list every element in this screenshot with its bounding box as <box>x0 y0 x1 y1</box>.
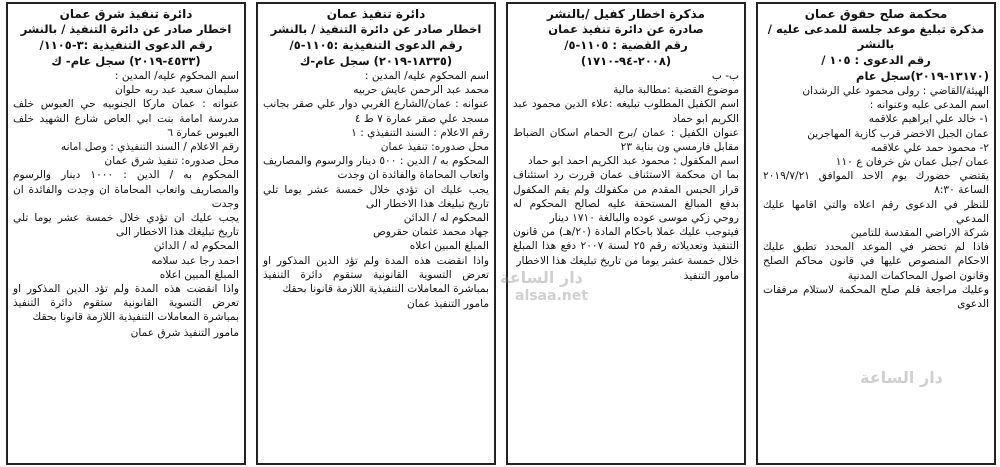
notice-line: يجب عليك ان تؤدي خلال خمسة عشر يوما تلي تاريخ تبليغك هذا الاخطار الى <box>13 212 239 239</box>
notice-court-hearing <box>756 2 996 465</box>
notice-line: عنوانه : عمان/الشارع الغربي دوار علي صقر بجانب مسجد علي صقر عمارة ٧ ط ٤ <box>263 98 489 125</box>
notice-line: جهاد محمد عثمان حقروص <box>372 226 489 239</box>
watermark-text: دار الساعة <box>860 368 943 387</box>
notice-signature: مامور التنفيذ عمان <box>406 298 489 311</box>
notice-line: عمان الجبل الاخضر قرب كازية المهاجرين <box>807 127 989 140</box>
notice-line: اسم المحكوم عليه/ المدين : <box>114 70 239 82</box>
notice-execution-amman <box>256 2 496 465</box>
notice-line: فاذا لم تحضر في الموعد المحدد تطبق عليك الاحكام المنصوص عليها في قانون محاكم الصلح وقانون اصول المحاكمات المدنية <box>763 241 989 282</box>
notice-line: يجب عليك ان تؤدي خلال خمسة عشر يوما تلي تاريخ تبليغك هذا الاخطار الى <box>263 183 489 210</box>
notice-line: محل صدوره: تنفيذ عمان <box>380 141 489 154</box>
case-number: رقم الدعوى التنفيذية :٣-١١٠٥/ <box>39 38 213 52</box>
notice-line: اسم المدعى عليه وعنوانه : <box>869 99 989 112</box>
notice-line: رقم الاعلام / السند التنفيذي : وصل امانه <box>60 141 239 154</box>
notice-line: للنظر في الدعوى رقم اعلاه والتي اقامها عليك المدعي <box>763 198 989 225</box>
notice-line: محل صدوره: تنفيذ شرق عمان <box>104 155 239 168</box>
notice-line: اسم المحكوم عليه/ المدين : <box>364 70 489 82</box>
notice-line: المحكوم له / الدائن <box>153 240 239 253</box>
notice-line: ١- خالد علي ابراهيم علاقمه <box>868 113 989 126</box>
notice-line: المبلغ المبين اعلاه <box>159 268 239 281</box>
watermark-text: دار الساعة <box>500 268 583 287</box>
notice-signature: مامور التنفيذ شرق عمان <box>130 326 239 339</box>
notice-guarantor <box>506 2 746 465</box>
case-number: رقم الدعوى : ١٠٥ / <box>821 53 931 67</box>
notice-header: دائرة تنفيذ شرق عمان <box>59 7 193 21</box>
notice-line: اسم الكفيل المطلوب تبليغه :علاء الدين محمود عبد الكريم ابو حماد <box>513 98 739 125</box>
case-number: رقم القضية : ١١٠٥-٥/ <box>564 38 688 52</box>
notice-line: سليمان سعيد عبد ربه حلوان <box>114 84 239 97</box>
notice-header: مذكرة اخطار كفيل /بالنشر <box>547 7 705 21</box>
notice-line: بما ان محكمة الاستئناف عمان قررت رد استئناف قرار الحبس المقدم من مكفولك ولم يقم المكفول بدفع المبالغ المستحقة عليه لصالح المحكوم له روحي زكي موسى عوده والبالغة ١٧١٠ دينار <box>513 169 739 225</box>
notice-line: المحكوم به / الدين : ١٠٠٠ دينار والرسوم والمصاريف واتعاب المحاماة ان وجدت والفائدة ان وجدت <box>13 169 239 210</box>
notice-subtitle: صادرة عن دائرة تنفيذ عمان <box>548 22 704 36</box>
notice-line: الهيئة/القاضي : رولى محمود علي الرشدان <box>802 85 989 97</box>
case-number-detail: (١٣١٧٠-٢٠١٩)سجل عام <box>856 69 989 83</box>
notice-line: محمد عبد الرحمن عايش حربيه <box>353 84 489 97</box>
notice-line: المحكوم به / الدين : ٥٠٠ دينار والرسوم والمصاريف واتعاب المحاماة والفائدة ان وجدت <box>263 155 489 182</box>
notice-execution-east-amman <box>6 2 246 465</box>
case-number-detail: (٤٥٣٣-٢٠١٩) سجل عام- ك <box>51 54 201 68</box>
notice-line: شركة الاراضي المقدسة للتامين <box>850 227 989 240</box>
notice-line: اسم المكفول : محمود عبد الكريم احمد ابو حماد <box>528 155 739 168</box>
notice-line: واذا انقضت هذه المدة ولم تؤد الدين المذكور او تعرض التسوية القانونية ستقوم دائرة التنفيذ بمباشرة المعاملات التنفيذية اللازمة قانونا بحقك <box>263 254 489 296</box>
case-number-detail: (١٨٣٣٥-٢٠١٩) سجل عام-ك <box>299 54 453 68</box>
case-number: رقم الدعوى التنفيذية :١١٠٥-٥/ <box>289 38 463 52</box>
case-number-detail: (٢٠٠٨-٩٤-١٧١٠) <box>580 54 672 68</box>
notice-signature: مامور التنفيذ <box>683 269 739 282</box>
notice-line: ٢- محمود حمد علي علاقمه <box>870 141 989 154</box>
notice-line: احمد رجا عبد سلامه <box>151 254 239 267</box>
notice-line: واذا انقضت هذه المدة ولم تؤد الدين المذكور او تعرض التسوية القانونية ستقوم دائرة التنفيذ بمباشرة المعاملات التنفيذية اللازمة قانونا بحقك <box>13 283 239 324</box>
notice-line: عمان /جبل عمان ش خرفان ع ١١٠ <box>835 156 989 169</box>
notice-line: وعليك مراجعة قلم صلح المحكمة لاستلام مرفقات الدعوى <box>763 283 989 311</box>
notice-header: دائرة تنفيذ عمان <box>326 7 426 21</box>
notice-line: رقم الاعلام : السند التنفيذي : ١ <box>351 126 489 139</box>
notice-line: عنوانه : عمان ماركا الجنوبيه حي العبوس خلف مدرسة امامة بنت ابي العاص شارع الشهيد خلف العبوس عمارة ٦ <box>13 98 239 139</box>
watermark-url: alsaa.net <box>515 288 588 304</box>
notice-line: فيتوجب عليك عملا باحكام المادة (٢٠/هـ) من قانون التنفيذ وتعديلاته رقم ٢٥ لسنة ٢٠٠٧ دفع هذا المبلغ خلال خمسة عشر يوما من تاريخ تبليغك هذا الاخطار <box>513 226 740 267</box>
notice-subtitle: مذكرة تبليغ موعد جلسة للمدعى عليه / بالنشر <box>767 22 985 51</box>
notice-header: محكمة صلح حقوق عمان <box>804 7 948 21</box>
notice-line: المحكوم له / الدائن <box>403 212 489 225</box>
notice-subtitle: اخطار صادر عن دائرة التنفيذ / بالنشر <box>270 22 482 36</box>
notice-line: ب- ب <box>711 70 739 82</box>
notice-subtitle: اخطار صادر عن دائرة التنفيذ / بالنشر <box>20 22 232 36</box>
notice-line: عنوان الكفيل : عمان /برج الحمام اسكان الضباط مقابل فارمسي ون بناية ٢٣ <box>513 126 739 154</box>
notice-line: يقتضي حضورك يوم الاحد الموافق ٢٠١٩/٧/٢١ الساعة ٨:٣٠ <box>763 170 989 197</box>
notice-line: المبلغ المبين اعلاه <box>409 240 489 253</box>
notice-line: موضوع القضية :مطالبة مالية <box>613 84 739 97</box>
